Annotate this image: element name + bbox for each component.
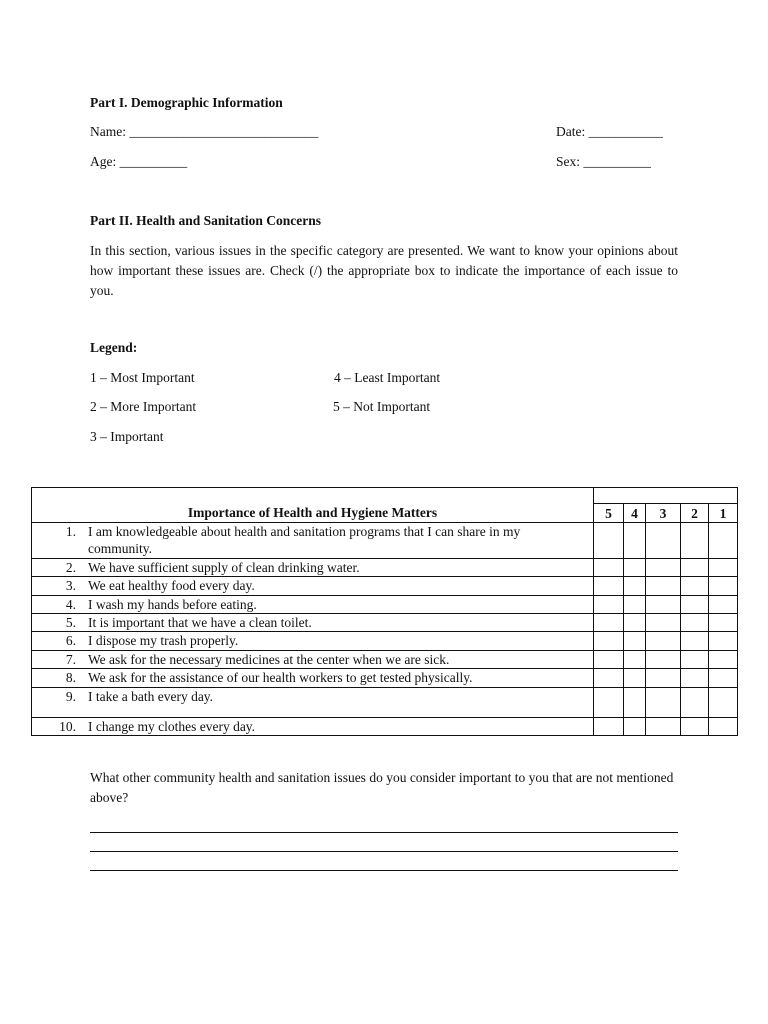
row-text: I change my clothes every day. <box>88 719 256 734</box>
checkbox-cell[interactable] <box>594 559 624 577</box>
checkbox-cell[interactable] <box>624 559 646 577</box>
checkbox-cell[interactable] <box>646 669 681 688</box>
row-6-item <box>32 632 594 651</box>
row-1-item <box>32 523 594 559</box>
checkbox-cell[interactable] <box>646 577 681 596</box>
row-10-item <box>32 718 594 736</box>
row-text: We ask for the necessary medicines at the center when we are sick. <box>88 652 450 667</box>
checkbox-cell[interactable] <box>594 632 624 651</box>
checkbox-cell[interactable] <box>646 632 681 651</box>
checkbox-cell[interactable] <box>646 651 681 669</box>
row-text: We have sufficient supply of clean drinking water. <box>88 560 360 575</box>
checkbox-cell[interactable] <box>624 523 646 559</box>
checkbox-cell[interactable] <box>594 718 624 736</box>
checkbox-cell[interactable] <box>681 651 709 669</box>
checkbox-cell[interactable] <box>646 614 681 632</box>
table-row <box>32 718 738 736</box>
checkbox-cell[interactable] <box>624 614 646 632</box>
row-7-item <box>32 651 594 669</box>
row-text: I take a bath every day. <box>88 689 214 704</box>
table-row <box>32 669 738 688</box>
checkbox-cell[interactable] <box>646 718 681 736</box>
row-number: 3. <box>65 578 76 593</box>
checkbox-cell[interactable] <box>594 523 624 559</box>
checkbox-cell[interactable] <box>681 577 709 596</box>
checkbox-cell[interactable] <box>681 718 709 736</box>
answer-line-2[interactable] <box>90 851 678 852</box>
checkbox-cell[interactable] <box>709 596 738 614</box>
row-number: 7. <box>65 652 76 667</box>
scale-3: 3 <box>646 504 681 523</box>
row-text: It is important that we have a clean toilet. <box>88 615 312 630</box>
open-question: What other community health and sanitation issues do you consider important to you that are not mentioned above? <box>90 770 674 805</box>
row-4-item <box>32 596 594 614</box>
age-field[interactable]: Age: __________ <box>90 154 188 169</box>
row-text: I dispose my trash properly. <box>88 633 239 648</box>
legend-item-4: 4 – Least Important <box>334 370 441 385</box>
row-5-item <box>32 614 594 632</box>
row-3-item <box>32 577 594 596</box>
row-8-item <box>32 669 594 688</box>
row-number: 9. <box>65 689 76 704</box>
checkbox-cell[interactable] <box>624 688 646 718</box>
checkbox-cell[interactable] <box>624 632 646 651</box>
table-row <box>32 577 738 596</box>
row-number: 1. <box>65 524 76 539</box>
row-number: 10. <box>59 719 76 734</box>
checkbox-cell[interactable] <box>709 688 738 718</box>
row-text: I am knowledgeable about health and sanitation programs that I can share in my community. <box>88 524 521 556</box>
legend-title: Legend: <box>90 340 138 355</box>
scale-1: 1 <box>709 504 738 523</box>
row-number: 8. <box>65 670 76 685</box>
row-9-item <box>32 688 594 718</box>
scale-2: 2 <box>681 504 709 523</box>
checkbox-cell[interactable] <box>646 596 681 614</box>
table-row <box>32 651 738 669</box>
checkbox-cell[interactable] <box>709 614 738 632</box>
checkbox-cell[interactable] <box>709 577 738 596</box>
checkbox-cell[interactable] <box>709 559 738 577</box>
table-row <box>32 523 738 559</box>
part1-heading: Part I. Demographic Information <box>90 95 283 110</box>
checkbox-cell[interactable] <box>709 632 738 651</box>
row-number: 5. <box>65 615 76 630</box>
checkbox-cell[interactable] <box>624 651 646 669</box>
checkbox-cell[interactable] <box>681 596 709 614</box>
answer-line-3[interactable] <box>90 870 678 871</box>
row-text: We eat healthy food every day. <box>88 578 255 593</box>
answer-line-1[interactable] <box>90 832 678 833</box>
table-row <box>32 596 738 614</box>
checkbox-cell[interactable] <box>681 688 709 718</box>
table-header: Importance of Health and Hygiene Matters <box>32 488 594 523</box>
row-number: 4. <box>65 597 76 612</box>
checkbox-cell[interactable] <box>709 718 738 736</box>
checkbox-cell[interactable] <box>624 669 646 688</box>
checkbox-cell[interactable] <box>624 718 646 736</box>
checkbox-cell[interactable] <box>709 669 738 688</box>
checkbox-cell[interactable] <box>594 596 624 614</box>
table-row <box>32 632 738 651</box>
scale-header-blank <box>594 488 738 504</box>
legend-item-2: 2 – More Important <box>90 399 197 414</box>
checkbox-cell[interactable] <box>681 614 709 632</box>
sex-field[interactable]: Sex: __________ <box>556 154 651 169</box>
legend-item-3: 3 – Important <box>90 429 164 444</box>
instructions-paragraph: In this section, various issues in the specific category are presented. We want to know your opinions about how important these issues are. Check (/) the appropriate box to indicate the importance of each issue to you. <box>90 243 678 298</box>
row-text: I wash my hands before eating. <box>88 597 257 612</box>
row-text: We ask for the assistance of our health workers to get tested physically. <box>88 670 473 685</box>
name-field[interactable]: Name: ____________________________ <box>90 124 319 139</box>
importance-table <box>31 487 738 736</box>
checkbox-cell[interactable] <box>681 559 709 577</box>
checkbox-cell[interactable] <box>594 651 624 669</box>
scale-5: 5 <box>594 504 624 523</box>
checkbox-cell[interactable] <box>709 651 738 669</box>
legend-item-1: 1 – Most Important <box>90 370 195 385</box>
checkbox-cell[interactable] <box>646 688 681 718</box>
checkbox-cell[interactable] <box>681 632 709 651</box>
checkbox-cell[interactable] <box>646 559 681 577</box>
checkbox-cell[interactable] <box>624 596 646 614</box>
table-row <box>32 688 738 718</box>
scale-4: 4 <box>624 504 646 523</box>
checkbox-cell[interactable] <box>594 577 624 596</box>
legend-item-5: 5 – Not Important <box>333 399 431 414</box>
table-row <box>32 614 738 632</box>
part2-heading: Part II. Health and Sanitation Concerns <box>90 213 322 228</box>
checkbox-cell[interactable] <box>681 669 709 688</box>
checkbox-cell[interactable] <box>594 614 624 632</box>
row-2-item <box>32 559 594 577</box>
checkbox-cell[interactable] <box>709 523 738 559</box>
checkbox-cell[interactable] <box>594 669 624 688</box>
checkbox-cell[interactable] <box>624 577 646 596</box>
table-row <box>32 559 738 577</box>
date-field[interactable]: Date: ___________ <box>556 124 663 139</box>
checkbox-cell[interactable] <box>681 523 709 559</box>
checkbox-cell[interactable] <box>646 523 681 559</box>
checkbox-cell[interactable] <box>594 688 624 718</box>
row-number: 2. <box>65 560 76 575</box>
row-number: 6. <box>65 633 76 648</box>
